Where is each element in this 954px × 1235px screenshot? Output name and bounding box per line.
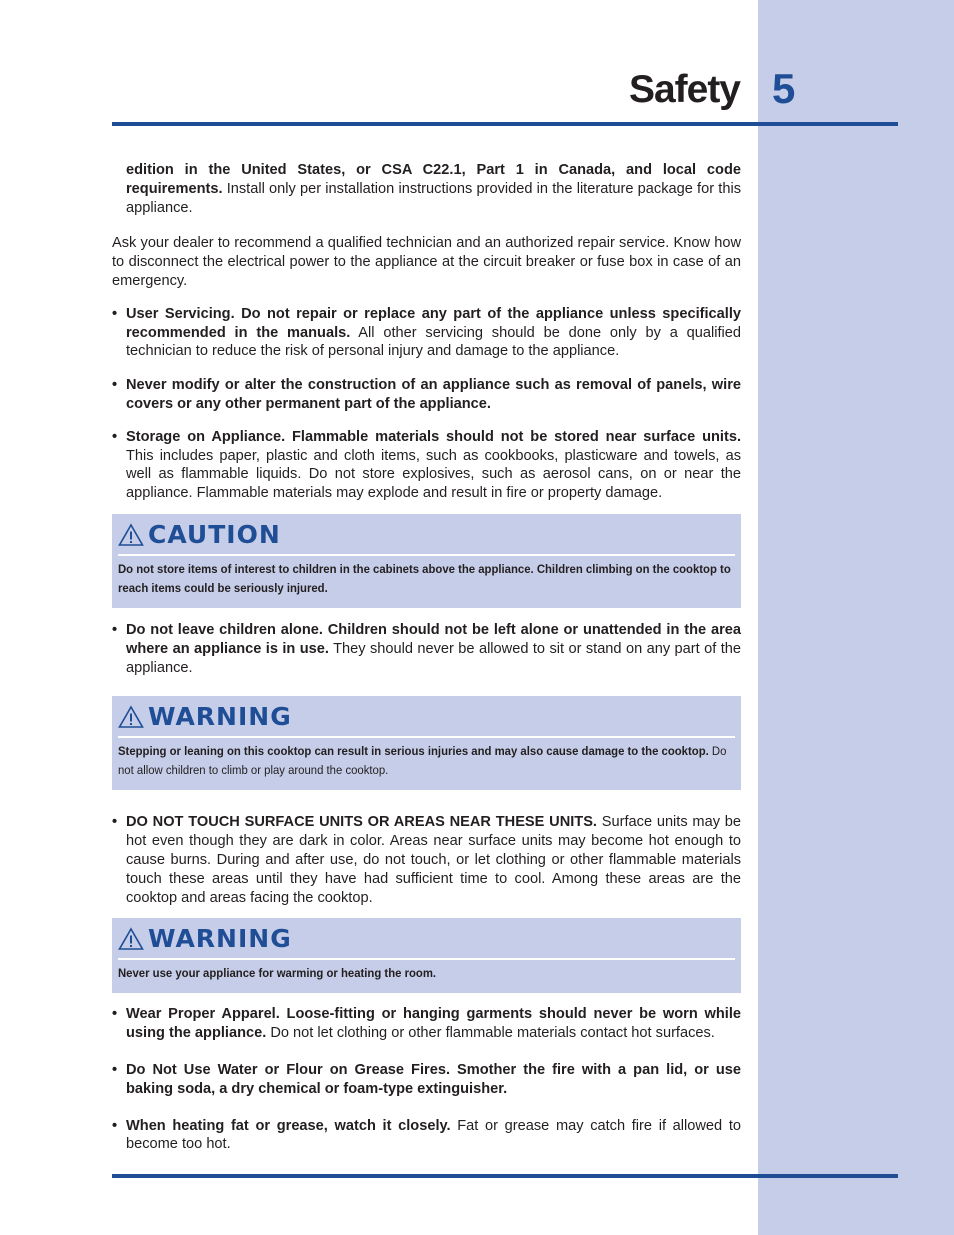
warning-box-cooktop xyxy=(112,696,741,790)
caution-text xyxy=(118,556,732,598)
warning-label: WARNING xyxy=(148,924,292,954)
paragraph-dealer: Ask your dealer to recommend a qualified technician and an authorized repair service. Know how to disconnect the electrical power to the appliance at the circuit breaker or fuse box in case of an emergency. xyxy=(112,235,741,289)
bullet-user-servicing xyxy=(112,305,741,361)
bullet-bold: When heating fat or grease, watch it closely. xyxy=(126,1117,451,1134)
warning-text xyxy=(118,960,732,983)
page-title: Safety xyxy=(628,68,740,111)
header-rule xyxy=(112,122,898,126)
side-band xyxy=(758,0,954,1235)
caution-header xyxy=(118,520,735,556)
bullet-text: This includes paper, plastic and cloth items, such as cookbooks, plasticware and towels, as well as flammable liquids. Do not store explosives, such as aerosol cans, on or near the appliance. Flammable materials may explode and result in fire or property damage. xyxy=(126,447,741,502)
bullet-bold: Do Not Use Water or Flour on Grease Fires. Smother the fire with a pan lid, or use baking soda, a dry chemical or foam-type extinguisher. xyxy=(126,1061,741,1097)
bullet-text: Fat or grease may catch fire if allowed to become too hot. xyxy=(126,1117,741,1153)
bullet-bold: DO NOT TOUCH SURFACE UNITS OR AREAS NEAR THESE UNITS. xyxy=(126,814,597,831)
bullet-text: Surface units may be hot even though they are dark in color. Areas near surface units may become hot enough to cause burns. During and after use, do not touch, or let clothing or other flammable materials touch these areas until they have had sufficient time to cool. Among these areas are the cooktop and areas facing the cooktop. xyxy=(126,814,741,906)
warning-label: WARNING xyxy=(148,702,292,732)
caution-bold: Do not store items of interest to children in the cabinets above the appliance. Children climbing on the cooktop to reach items could be seriously injured. xyxy=(118,561,731,595)
bullet-heating-fat xyxy=(112,1117,741,1155)
warning-triangle-icon xyxy=(118,523,144,547)
footer-rule xyxy=(112,1174,898,1178)
warning-text xyxy=(118,738,732,780)
content xyxy=(112,161,741,1154)
warning-bold: Never use your appliance for warming or heating the room. xyxy=(118,966,437,981)
paragraph-installation xyxy=(112,161,741,217)
bullet-bold: Never modify or alter the construction of an appliance such as removal of panels, wire covers or any other permanent part of the appliance. xyxy=(126,377,741,412)
warning-header xyxy=(118,924,735,960)
bullet-text: All other servicing should be done only by a qualified technician to reduce the risk of personal injury and damage to the appliance. xyxy=(126,324,741,360)
bullet-bold: Wear Proper Apparel. Loose-fitting or hanging garments should never be worn while using the appliance. xyxy=(126,1006,741,1042)
installation-bold: edition in the United States, or CSA C22.1, Part 1 in Canada, and local code requirements. xyxy=(126,162,741,197)
installation-text: Install only per installation instructions provided in the literature package for this appliance. xyxy=(126,180,741,216)
bullet-never-modify xyxy=(112,376,741,414)
bullet-bold: User Servicing. Do not repair or replace any part of the appliance unless specifically recommended in the manuals. xyxy=(126,305,741,341)
warning-triangle-icon xyxy=(118,705,144,729)
page-number: 5 xyxy=(772,65,796,112)
warning-triangle-icon xyxy=(118,927,144,951)
bullet-text: They should never be allowed to sit or stand on any part of the appliance. xyxy=(126,640,741,676)
warning-bold: Stepping or leaning on this cooktop can result in serious injuries and may also cause damage to the cooktop. xyxy=(118,744,709,759)
warning-box-heating xyxy=(112,918,741,993)
bullet-grease-fires xyxy=(112,1061,741,1099)
caution-box xyxy=(112,514,741,608)
bullet-storage xyxy=(112,428,741,503)
bullet-apparel xyxy=(112,1005,741,1043)
bullet-do-not-touch xyxy=(112,813,741,907)
warning-header xyxy=(118,702,735,738)
bullet-text: Do not let clothing or other flammable materials contact hot surfaces. xyxy=(266,1025,715,1042)
bullet-children-alone xyxy=(112,621,741,677)
bullet-bold: Storage on Appliance. Flammable materials should not be stored near surface units. xyxy=(126,428,741,445)
caution-label: CAUTION xyxy=(148,519,281,549)
warning-normal: Do not allow children to climb or play around the cooktop. xyxy=(118,744,727,778)
bullet-bold: Do not leave children alone. Children should not be left alone or unattended in the area where an appliance is in use. xyxy=(126,621,741,657)
